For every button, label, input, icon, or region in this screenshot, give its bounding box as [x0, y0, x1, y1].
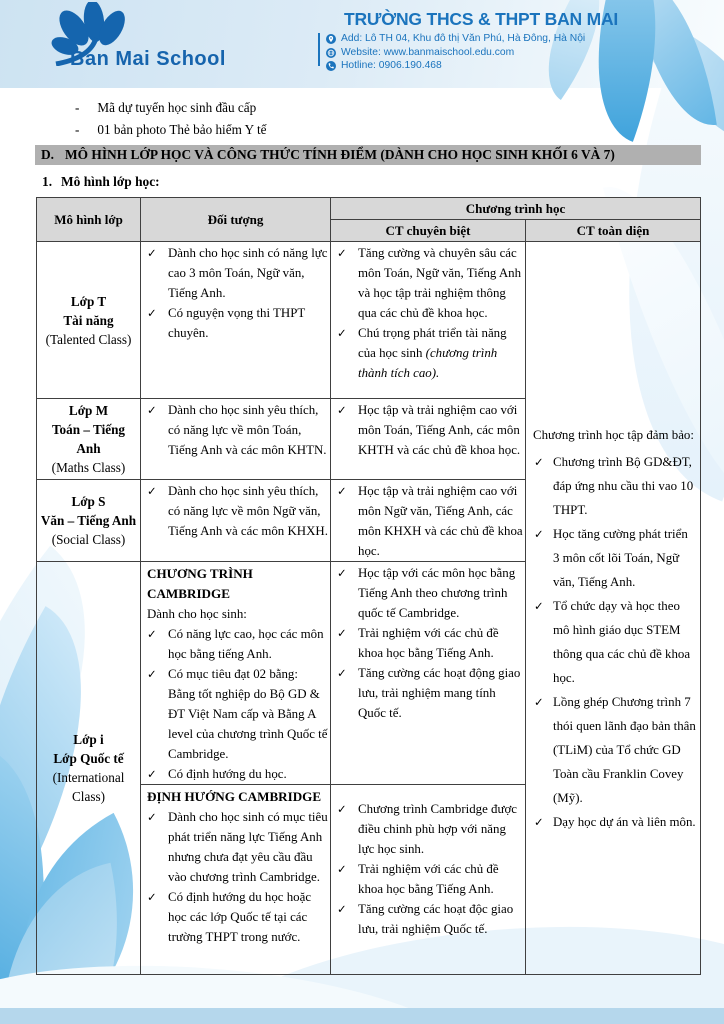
subsection-title: Mô hình lớp học: — [61, 174, 160, 189]
target-cell-social — [141, 480, 331, 562]
cell-text: Có định hướng du học hoặc học các lớp Quốc tế tại các trường THPT trong nước. — [168, 890, 312, 944]
section-label: D. — [41, 147, 55, 162]
class-code: Lớp M — [68, 403, 109, 418]
special-cell-maths — [331, 399, 526, 480]
check-icon: ✓ — [337, 246, 347, 260]
list-item — [331, 799, 525, 859]
class-name: Văn – Tiếng Anh — [40, 513, 137, 528]
list-item — [528, 522, 698, 594]
list-item — [331, 623, 525, 663]
header-model: Mô hình lớp — [37, 198, 141, 242]
list-item — [141, 400, 330, 460]
check-icon: ✓ — [147, 306, 157, 320]
subsection-label: 1. — [42, 174, 53, 189]
cell-text: Tăng cường và chuyên sâu các môn Toán, Ngữ văn, Tiếng Anh và học tập trải nghiệm thông qua các chủ đề khoa học. — [358, 246, 522, 320]
list-item — [141, 303, 330, 343]
table-row-talented — [37, 242, 701, 399]
check-icon: ✓ — [147, 246, 157, 260]
target-cell-maths — [141, 399, 331, 480]
check-icon: ✓ — [534, 527, 544, 541]
contact-text: Website: www.banmaischool.edu.com — [341, 46, 515, 58]
bullet-item — [75, 97, 724, 119]
location-pin-icon — [326, 34, 336, 44]
cell-text: Có năng lực cao, học các môn học bằng tiếng Anh. — [168, 627, 324, 661]
class-code: Lớp i — [73, 732, 104, 747]
model-cell-social — [37, 480, 141, 562]
model-cell-maths — [37, 399, 141, 480]
dash-icon: - — [75, 122, 80, 137]
table-header-row — [37, 198, 701, 220]
orientation-heading: ĐỊNH HƯỚNG CAMBRIDGE — [147, 789, 322, 804]
list-item — [528, 810, 698, 834]
target-cell-cambridge — [141, 562, 331, 785]
list-item — [141, 807, 330, 887]
check-icon: ✓ — [534, 815, 544, 829]
list-item — [331, 481, 525, 561]
list-item — [141, 624, 330, 664]
check-icon: ✓ — [147, 890, 157, 904]
special-cell-orientation — [331, 785, 526, 975]
subsection-heading — [42, 174, 724, 190]
list-item — [528, 450, 698, 522]
list-item — [141, 481, 330, 541]
contact-text: Hotline: 0906.190.468 — [341, 60, 442, 71]
header-special-program: CT chuyên biệt — [331, 220, 526, 242]
bullet-text: Mã dự tuyển học sinh đầu cấp — [97, 100, 257, 115]
list-item — [331, 899, 525, 939]
contact-text: Add: Lô TH 04, Khu đô thị Văn Phú, Hà Đông, Hà Nội — [341, 33, 586, 44]
header-divider — [318, 33, 320, 66]
target-cell-orientation — [141, 785, 331, 975]
cell-text: Dành cho học sinh yêu thích, có năng lực về môn Toán, Tiếng Anh và các môn KHTN. — [168, 403, 327, 457]
list-item — [331, 323, 525, 383]
section-heading — [35, 145, 701, 165]
cell-text: Tăng cường các hoạt động giao lưu, trải nghiệm mang tính Quốc tế. — [358, 666, 521, 720]
school-name: TRƯỜNG THCS & THPT BAN MAI — [344, 9, 619, 29]
class-name: Lớp Quốc tế — [53, 751, 124, 766]
logo-text: Ban Mai School — [70, 48, 226, 70]
check-icon: ✓ — [337, 862, 347, 876]
list-item — [331, 663, 525, 723]
contact-website — [326, 47, 585, 60]
bullet-text: 01 bản photo Thẻ bảo hiểm Y tế — [97, 122, 267, 137]
list-item — [528, 594, 698, 690]
list-item — [141, 887, 330, 947]
list-item — [141, 243, 330, 303]
cell-text: Chương trình Bộ GD&ĐT, đáp ứng nhu cầu thi vao 10 THPT. — [553, 455, 694, 517]
list-item — [331, 859, 525, 899]
check-icon: ✓ — [337, 326, 347, 340]
check-icon: ✓ — [337, 566, 347, 580]
letterhead — [0, 0, 724, 92]
check-icon: ✓ — [147, 627, 157, 641]
check-icon: ✓ — [337, 403, 347, 417]
cell-text-italic: (chương trình thành tích cao). — [358, 346, 498, 380]
list-item — [331, 243, 525, 323]
header-program-group: Chương trình học — [331, 198, 701, 220]
class-name-en: (Social Class) — [51, 532, 126, 547]
check-icon: ✓ — [337, 802, 347, 816]
cell-text: Có mục tiêu đạt 02 bằng: Bằng tốt nghiệp do Bộ GD & ĐT Việt Nam cấp và Bằng A level của chương trình Quốc tế Cambridge. — [168, 667, 328, 761]
cell-text: Dành cho học sinh có năng lực cao 3 môn Toán, Ngữ văn, Tiếng Anh. — [168, 246, 328, 300]
check-icon: ✓ — [337, 902, 347, 916]
class-name: Toán – Tiếng Anh — [51, 422, 126, 456]
list-item — [141, 664, 330, 764]
cell-text: Học tăng cường phát triển 3 môn cốt lõi Toán, Ngữ văn, Tiếng Anh. — [553, 527, 688, 589]
section-title: MÔ HÌNH LỚP HỌC VÀ CÔNG THỨC TÍNH ĐIỂM (DÀNH CHO HỌC SINH KHỐI 6 VÀ 7) — [65, 147, 615, 162]
check-icon: ✓ — [147, 667, 157, 681]
cell-text: Tăng cường các hoạt độc giao lưu, trải nghiệm Quốc tế. — [358, 902, 514, 936]
dash-icon: - — [75, 100, 80, 115]
cell-text: Tổ chức dạy và học theo mô hình giáo dục STEM thông qua các chủ đề khoa học. — [553, 599, 691, 685]
check-icon: ✓ — [337, 484, 347, 498]
cell-text: Có định hướng du học. — [168, 767, 287, 781]
contact-address — [326, 33, 585, 46]
check-icon: ✓ — [534, 695, 544, 709]
comprehensive-intro: Chương trình học tập đảm bảo: — [533, 428, 694, 442]
header-comprehensive-program: CT toàn diện — [526, 220, 701, 242]
cell-text: Chương trình Cambridge được điều chinh phù hợp với năng lực học sinh. — [358, 802, 517, 856]
globe-icon — [326, 48, 336, 58]
model-cell-international — [37, 562, 141, 975]
cambridge-intro: Dành cho học sinh: — [147, 607, 247, 621]
check-icon: ✓ — [337, 666, 347, 680]
cell-text — [358, 323, 523, 383]
check-icon: ✓ — [147, 767, 157, 781]
list-item — [331, 563, 525, 623]
class-name-en: (Talented Class) — [45, 331, 132, 347]
model-cell-talented — [37, 242, 141, 399]
bullet-item — [75, 119, 724, 141]
target-cell-talented — [141, 242, 331, 399]
cell-text: Dạy học dự án và liên môn. — [553, 815, 696, 829]
class-name-en: (Maths Class) — [51, 460, 126, 475]
cell-text: Dành cho học sinh có mục tiêu phát triển năng lực Tiếng Anh nhưng chưa đạt yêu cầu đầu vào chương trình Cambridge. — [168, 810, 328, 884]
cell-text: Học tập và trải nghiệm cao với môn Toán, Tiếng Anh, các môn KHTH và các chủ đề khoa học. — [358, 403, 521, 457]
cambridge-heading: CHƯƠNG TRÌNH CAMBRIDGE — [147, 566, 253, 601]
contact-block — [326, 33, 585, 74]
cell-text: Học tập và trải nghiệm cao với môn Ngữ văn, Tiếng Anh, các môn KHXH và các chủ đề khoa học. — [358, 484, 523, 558]
check-icon: ✓ — [534, 455, 544, 469]
contact-hotline — [326, 60, 585, 73]
bottom-bar — [0, 1008, 724, 1024]
class-name-en: (International Class) — [52, 770, 125, 804]
class-model-table — [36, 197, 701, 975]
class-name: Tài năng — [63, 312, 114, 328]
class-code: Lớp S — [71, 494, 106, 509]
cell-text: Học tập với các môn học bằng Tiếng Anh theo chương trình quốc tế Cambridge. — [358, 566, 516, 620]
cell-text: Trải nghiệm với các chủ đề khoa học bằng Tiếng Anh. — [358, 862, 499, 896]
check-icon: ✓ — [147, 810, 157, 824]
cell-text: Có nguyện vọng thi THPT chuyên. — [168, 306, 306, 340]
list-item — [528, 690, 698, 810]
comprehensive-program-cell — [526, 242, 701, 975]
special-cell-talented — [331, 242, 526, 399]
cell-text-normal: Chú trọng phát triển tài năng của học sinh — [358, 326, 507, 360]
document-bullets — [75, 97, 724, 141]
check-icon: ✓ — [147, 484, 157, 498]
check-icon: ✓ — [337, 626, 347, 640]
phone-icon — [326, 61, 336, 71]
cell-text: Dành cho học sinh yêu thích, có năng lực về môn Ngữ văn, Tiếng Anh và các môn KHXH. — [168, 484, 328, 538]
special-cell-cambridge — [331, 562, 526, 785]
check-icon: ✓ — [147, 403, 157, 417]
cell-text: Lồng ghép Chương trình 7 thói quen lãnh đạo bản thân (TLiM) của Tổ chức GD Toàn cầu Franklin Covey (Mỹ). — [553, 695, 696, 805]
class-code: Lớp T — [70, 293, 107, 309]
header-target: Đối tượng — [141, 198, 331, 242]
check-icon: ✓ — [534, 599, 544, 613]
cell-text: Trải nghiệm với các chủ đề khoa học bằng Tiếng Anh. — [358, 626, 499, 660]
special-cell-social — [331, 480, 526, 562]
list-item — [141, 764, 330, 784]
list-item — [331, 400, 525, 460]
